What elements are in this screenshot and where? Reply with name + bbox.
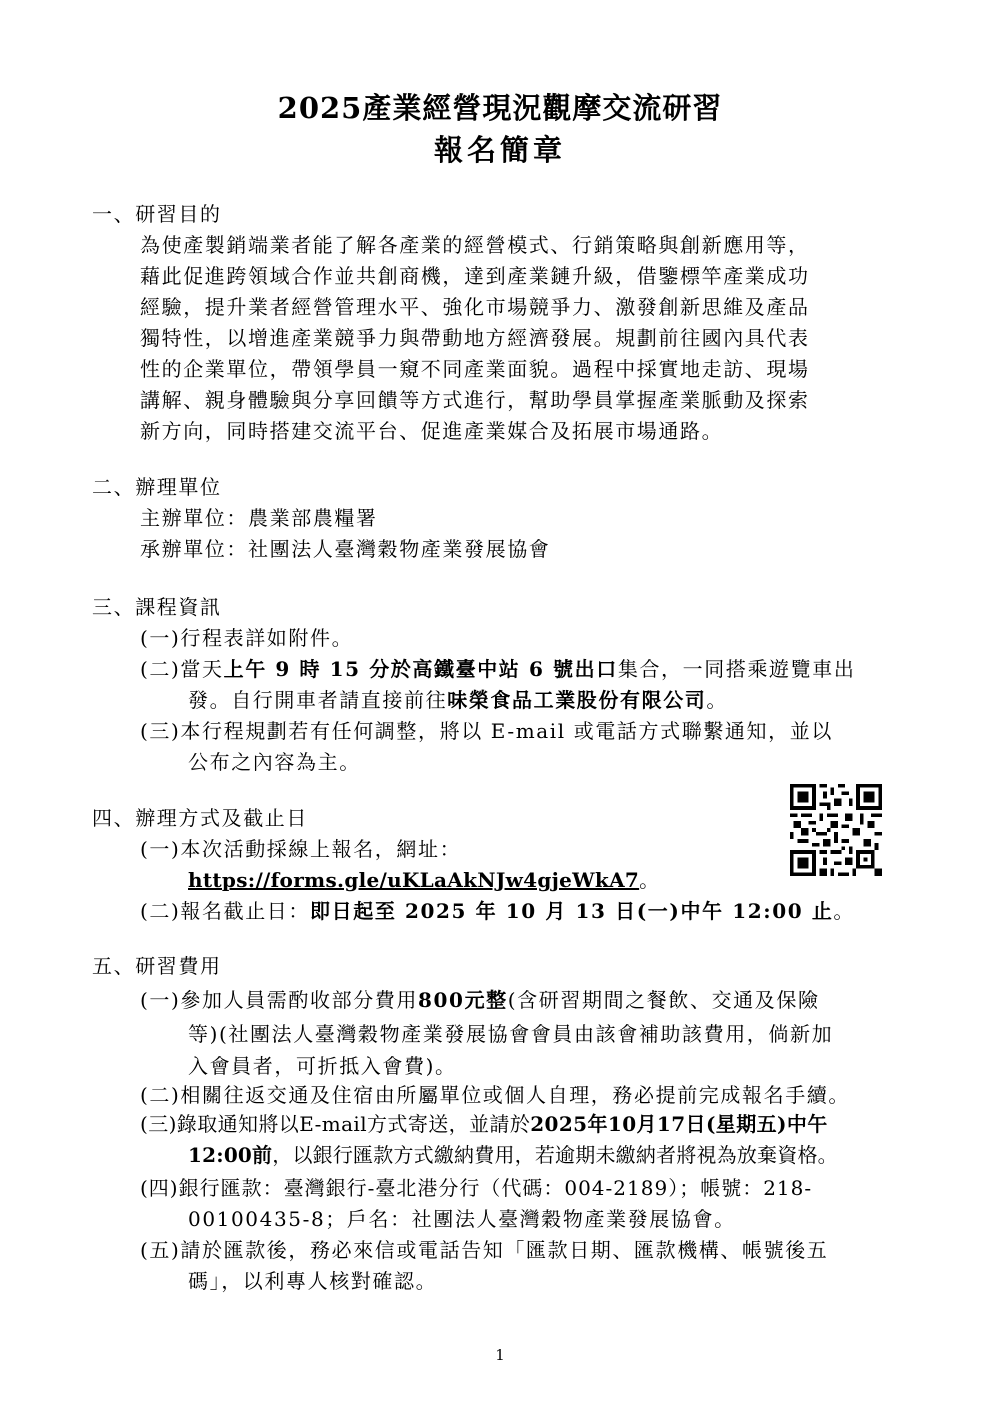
purpose-line: 為使產製銷端業者能了解各產業的經營模式、行銷策略與創新應用等， [140, 233, 810, 257]
registration-link[interactable]: https://forms.gle/uKLaAkNJw4gjeWkA7 [188, 868, 640, 892]
purpose-line: 獨特性，以增進產業競爭力與帶動地方經濟發展。規劃前往國內具代表 [140, 326, 810, 350]
registration-url-line: https://forms.gle/uKLaAkNJw4gjeWkA7。 [188, 868, 661, 892]
page-title: 2025產業經營現況觀摩交流研習 [277, 91, 723, 125]
fee-item-1: (一)參加人員需酌收部分費用800元整(含研習期間之餐飲、交通及保險 [140, 988, 820, 1012]
fee-item-1-cont: 等)(社團法人臺灣穀物產業發展協會會員由該會補助該費用，倘新加 [188, 1022, 834, 1046]
purpose-line: 經驗，提升業者經營管理水平、強化市場競爭力、激發創新思維及產品 [140, 295, 810, 319]
purpose-line: 性的企業單位，帶領學員一窺不同產業面貌。過程中採實地走訪、現場 [140, 357, 810, 381]
section-heading-organizers: 二、辦理單位 [92, 475, 222, 499]
purpose-line: 講解、親身體驗與分享回饋等方式進行，幫助學員掌握產業脈動及探索 [140, 388, 810, 412]
deadline-date: 即日起至 2025 年 10 月 13 日(一)中午 12:00 止 [310, 899, 834, 923]
course-item-2: (二)當天上午 9 時 15 分於高鐵臺中站 6 號出口集合，一同搭乘遊覽車出 [140, 657, 856, 681]
fee-item-5-cont: 碼」，以利專人核對確認。 [188, 1269, 438, 1293]
fee-item-3: (三)錄取通知將以E-mail方式寄送，並請於2025年10月17日(星期五)中午 [140, 1112, 828, 1136]
fee-item-5: (五)請於匯款後，務必來信或電話告知「匯款日期、匯款機構、帳號後五 [140, 1238, 829, 1262]
course-item-3: (三)本行程規劃若有任何調整，將以 E-mail 或電話方式聯繫通知，並以 [140, 719, 833, 743]
page-number: 1 [495, 1346, 505, 1364]
payment-deadline: 2025年10月17日(星期五)中午 [530, 1112, 828, 1136]
page-subtitle: 報名簡章 [433, 133, 566, 167]
fee-item-2: (二)相關往返交通及住宿由所屬單位或個人自理，務必提前完成報名手續。 [140, 1083, 851, 1107]
fee-item-3-cont: 12:00前，以銀行匯款方式繳納費用，若逾期未繳納者將視為放棄資格。 [188, 1143, 838, 1167]
fee-amount: 800元整 [418, 988, 508, 1012]
registration-item-1: (一)本次活動採線上報名，網址： [140, 837, 462, 861]
qr-code-icon [790, 784, 882, 876]
organizer-unit: 承辦單位：社團法人臺灣穀物產業發展協會 [140, 537, 551, 561]
course-item-2-cont: 發。自行開車者請直接前往味榮食品工業股份有限公司。 [188, 688, 729, 712]
host-unit: 主辦單位：農業部農糧署 [140, 506, 378, 530]
course-item-1: (一)行程表詳如附件。 [140, 626, 354, 650]
payment-deadline-time: 12:00前 [188, 1143, 273, 1167]
section-heading-purpose: 一、研習目的 [92, 202, 222, 226]
fee-item-4: (四)銀行匯款：臺灣銀行-臺北港分行（代碼：004-2189）；帳號：218- [140, 1176, 813, 1200]
section-heading-registration: 四、辦理方式及截止日 [92, 806, 308, 830]
company-name: 味榮食品工業股份有限公司 [447, 688, 707, 712]
section-heading-fees: 五、研習費用 [92, 954, 222, 978]
purpose-line: 新方向，同時搭建交流平台、促進產業媒合及拓展市場通路。 [140, 419, 724, 443]
fee-item-1-cont: 入會員者，可折抵入會費)。 [188, 1054, 457, 1078]
course-item-3-cont: 公布之內容為主。 [188, 750, 361, 774]
fee-item-4-cont: 00100435-8；戶名：社團法人臺灣穀物產業發展協會。 [188, 1207, 736, 1231]
meeting-time-place: 上午 9 時 15 分於高鐵臺中站 6 號出口 [223, 657, 618, 681]
section-heading-course-info: 三、課程資訊 [92, 595, 222, 619]
registration-deadline: (二)報名截止日：即日起至 2025 年 10 月 13 日(一)中午 12:00 止。 [140, 899, 856, 923]
purpose-line: 藉此促進跨領域合作並共創商機，達到產業鏈升級，借鑒標竿產業成功 [140, 264, 810, 288]
